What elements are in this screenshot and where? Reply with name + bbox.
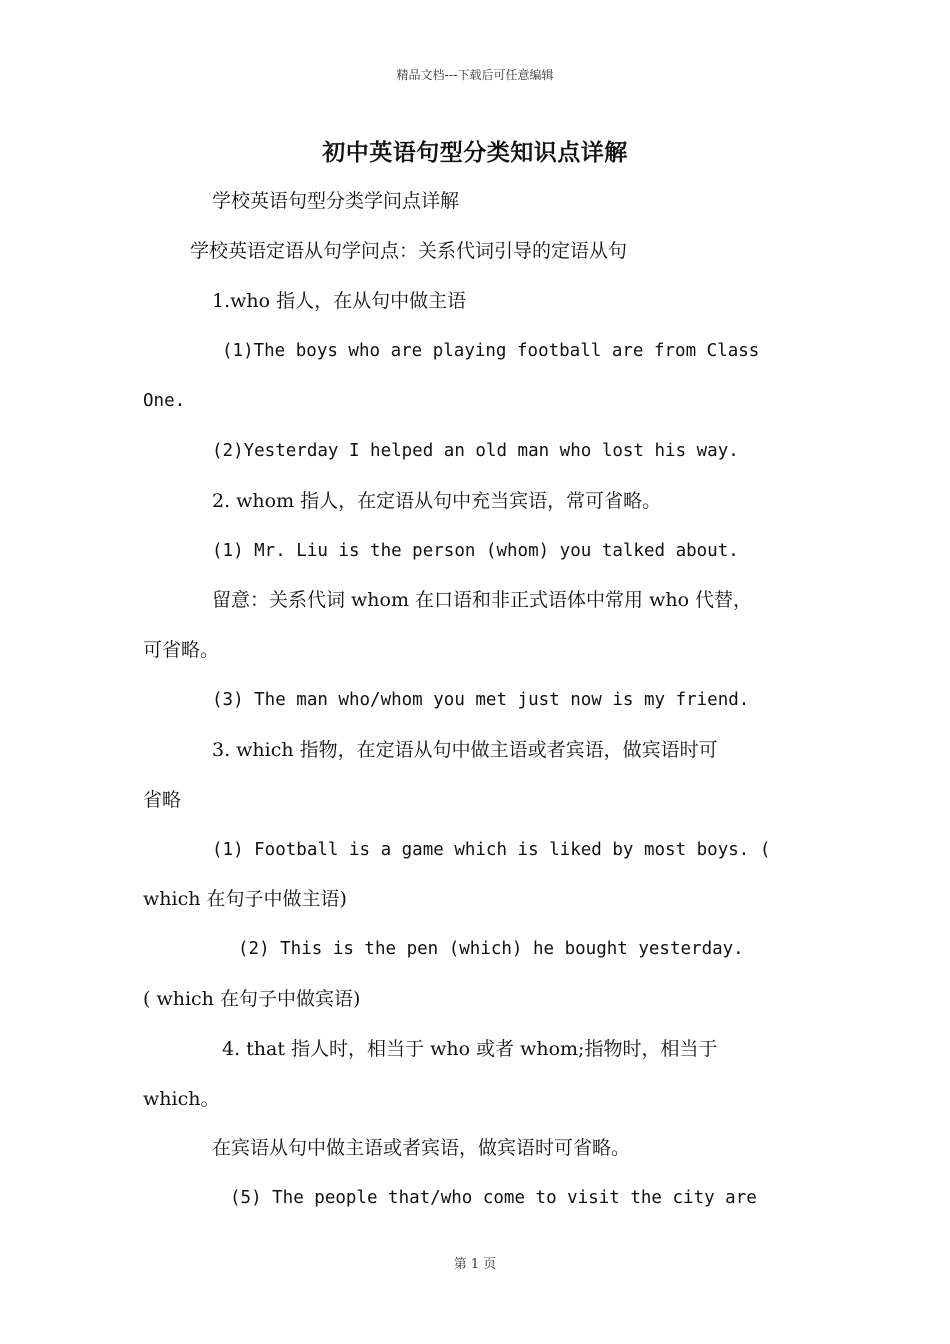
- paragraph-line: 学校英语句型分类学问点详解: [212, 190, 460, 212]
- example-sentence: (1) Football is a game which is liked by most boys. (: [212, 840, 771, 860]
- example-sentence: (2)Yesterday I helped an old man who lost his way.: [212, 441, 739, 461]
- example-sentence: (2) This is the pen (which) he bought yesterday.: [238, 939, 744, 959]
- paragraph-line: 省略: [143, 789, 182, 811]
- page-header: 精品文档---下载后可任意编辑: [396, 68, 554, 82]
- paragraph-line: 1.who 指人，在从句中做主语: [212, 290, 467, 312]
- paragraph-line: which。: [143, 1088, 220, 1110]
- paragraph-line: 可省略。: [143, 639, 220, 661]
- page-number: 第 1 页: [453, 1257, 497, 1272]
- example-sentence: One.: [143, 391, 186, 411]
- example-sentence: (5) The people that/who come to visit the city are: [230, 1188, 757, 1208]
- paragraph-line: which 在句子中做主语): [143, 888, 347, 910]
- paragraph-line: 4. that 指人时，相当于 who 或者 whom;指物时，相当于: [222, 1038, 718, 1060]
- paragraph-line: 2. whom 指人，在定语从句中充当宾语，常可省略。: [212, 490, 662, 512]
- example-sentence: (1) Mr. Liu is the person (whom) you talked about.: [212, 541, 739, 561]
- document-title: 初中英语句型分类知识点详解: [322, 139, 628, 166]
- paragraph-line: 3. which 指物，在定语从句中做主语或者宾语，做宾语时可: [212, 739, 718, 761]
- paragraph-line: 学校英语定语从句学问点：关系代词引导的定语从句: [190, 240, 628, 262]
- paragraph-line: 留意：关系代词 whom 在口语和非正式语体中常用 who 代替，: [212, 589, 753, 611]
- example-sentence: (3) The man who/whom you met just now is my friend.: [212, 690, 750, 710]
- paragraph-line: 在宾语从句中做主语或者宾语，做宾语时可省略。: [212, 1137, 631, 1159]
- example-sentence: (1)The boys who are playing football are from Class: [222, 341, 760, 361]
- paragraph-line: ( which 在句子中做宾语): [143, 988, 361, 1010]
